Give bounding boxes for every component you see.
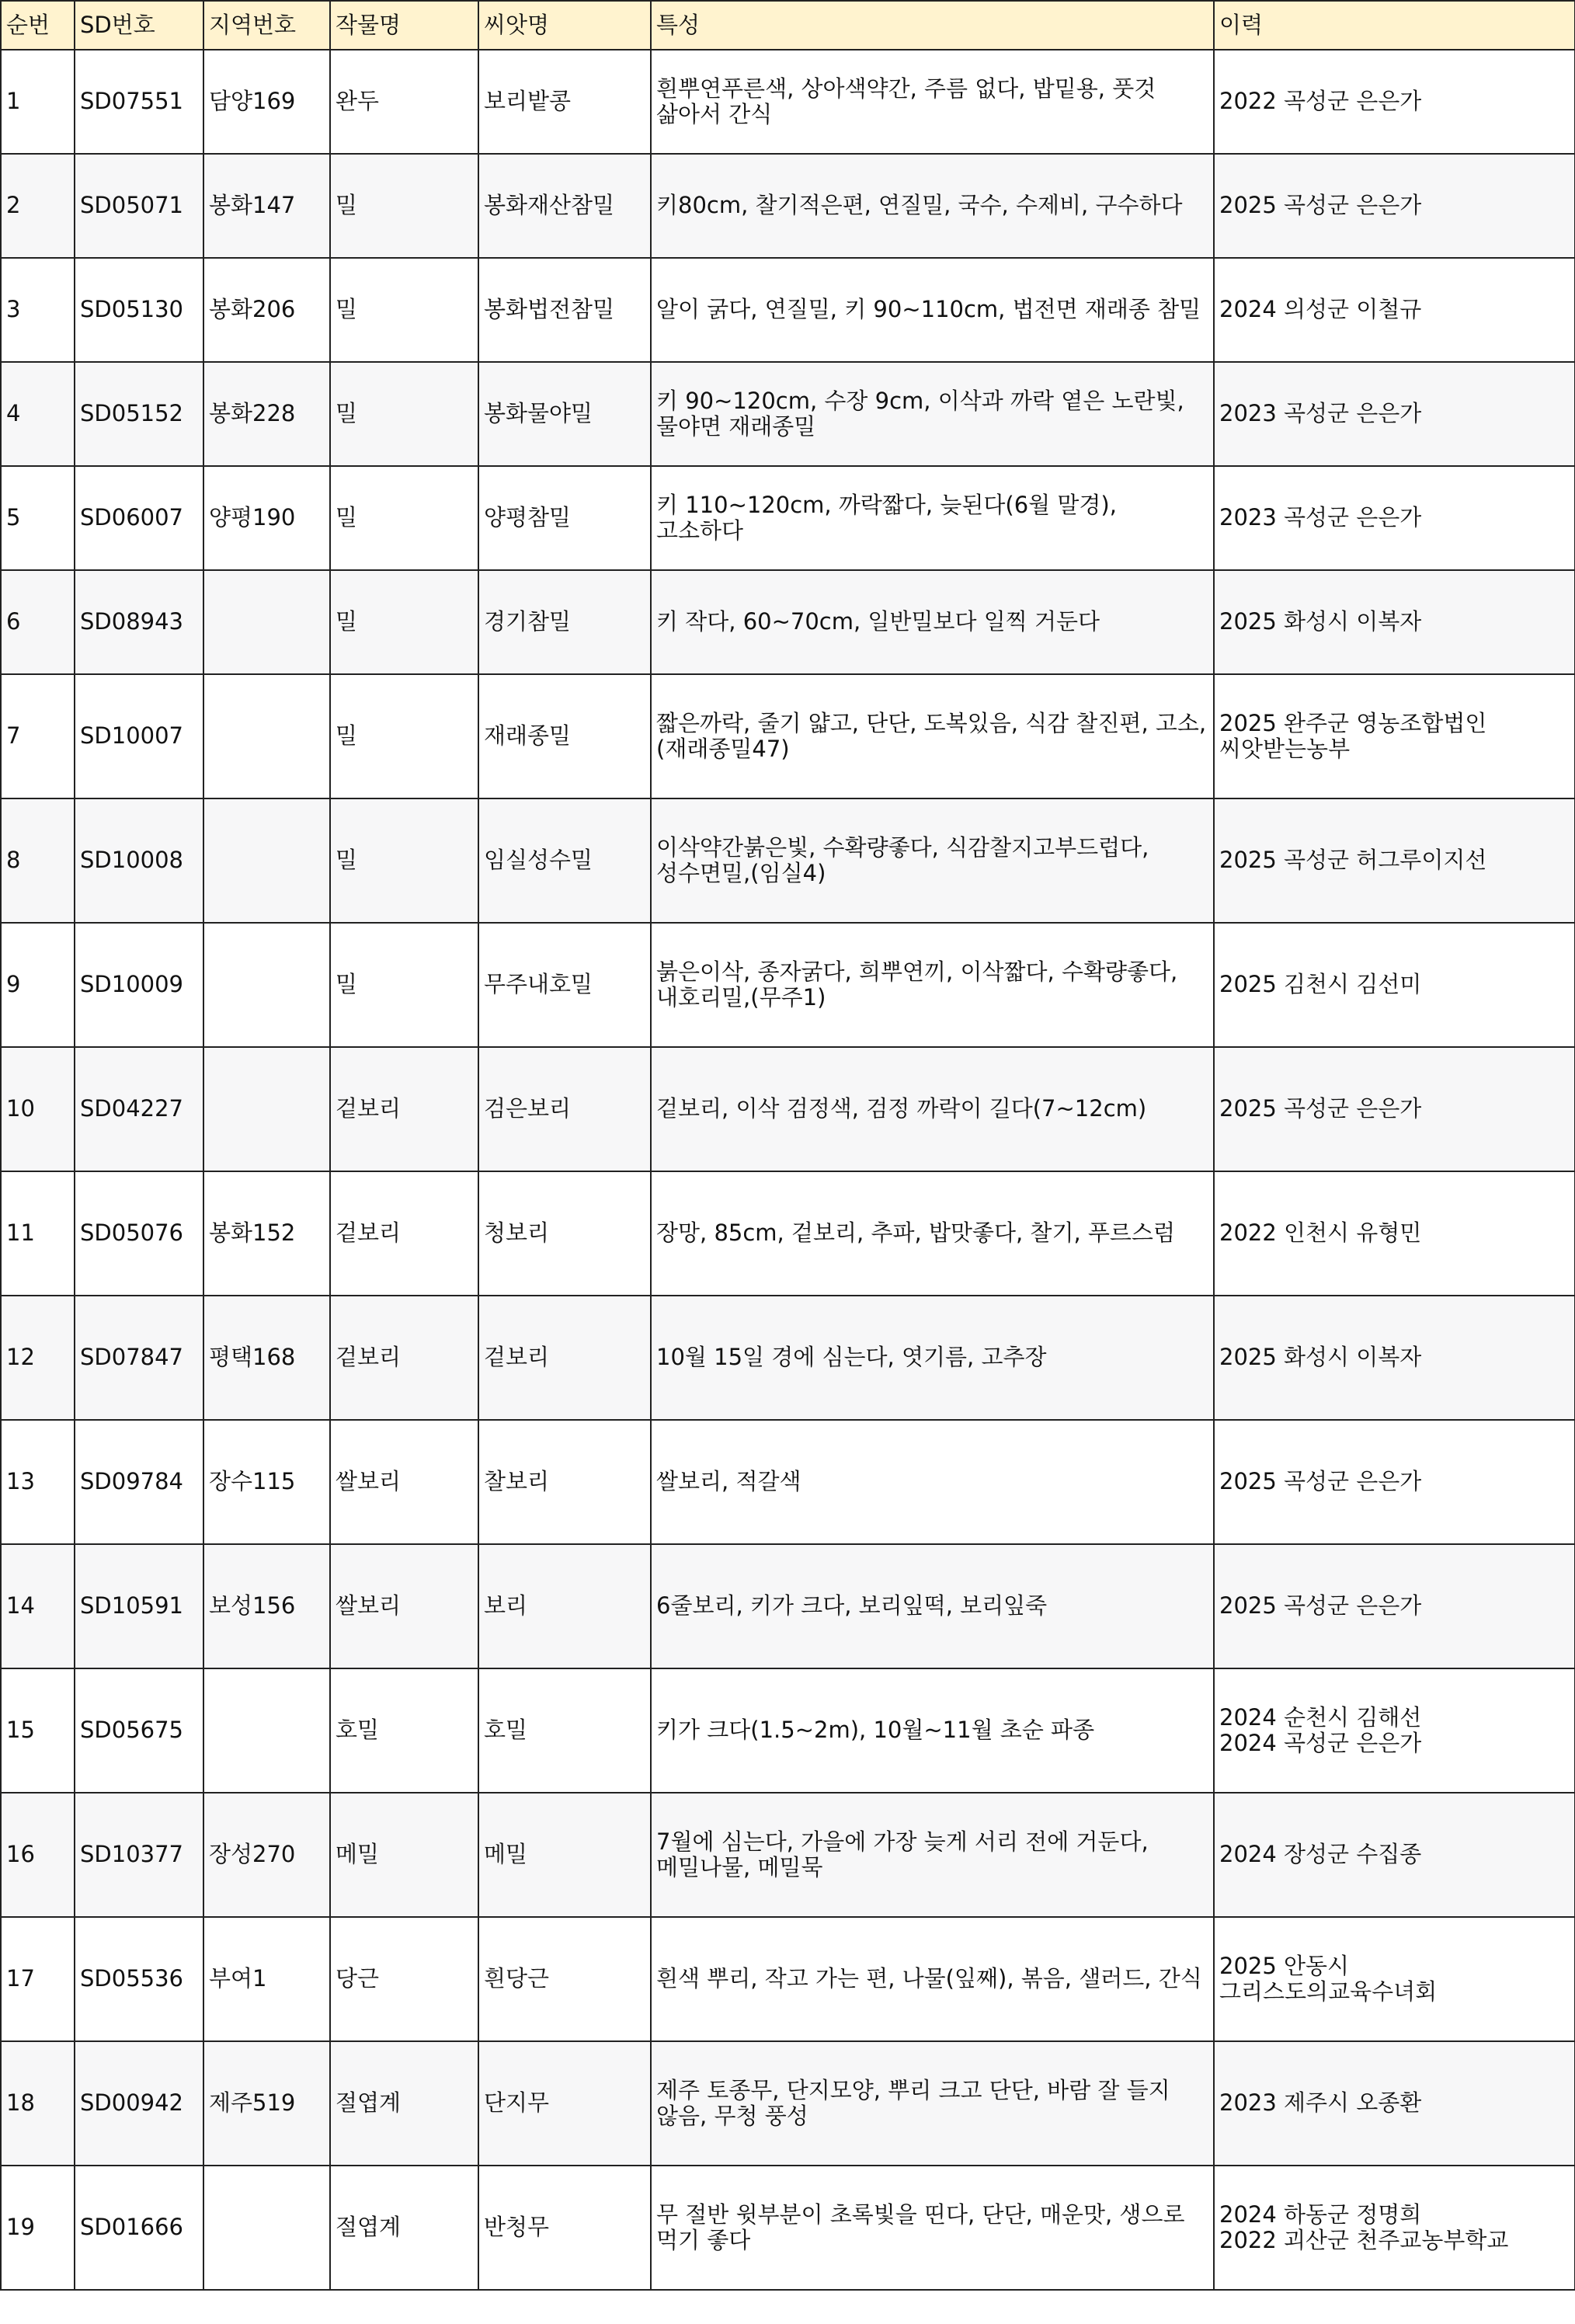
history-entry: 2025 완주군 영농조합법인 씨앗받는농부 (1219, 709, 1487, 762)
cell-seed-name: 봉화법전참밀 (478, 258, 651, 362)
cell-crop-name: 밀 (330, 674, 478, 798)
cell-history (1214, 1171, 1575, 1296)
cell-no: 12 (1, 1296, 75, 1420)
table-body (1, 50, 1575, 2290)
cell-sd-number: SD07551 (75, 50, 203, 154)
cell-no: 9 (1, 923, 75, 1047)
table-row (1, 154, 1575, 258)
header-no: 순번 (1, 1, 75, 50)
cell-region-number (203, 1047, 330, 1171)
cell-sd-number: SD10007 (75, 674, 203, 798)
cell-history (1214, 362, 1575, 466)
history-entry: 2024 하동군 정명희 (1219, 2200, 1422, 2228)
header-crop: 작물명 (330, 1, 478, 50)
cell-crop-name: 밀 (330, 154, 478, 258)
cell-region-number: 평택168 (203, 1296, 330, 1420)
cell-traits: 겉보리, 이삭 검정색, 검정 까락이 길다(7~12cm) (651, 1047, 1214, 1171)
table-row (1, 1296, 1575, 1420)
cell-no: 11 (1, 1171, 75, 1296)
cell-region-number (203, 1668, 330, 1793)
cell-no: 2 (1, 154, 75, 258)
cell-seed-name: 경기참밀 (478, 570, 651, 674)
cell-history (1214, 50, 1575, 154)
cell-no: 1 (1, 50, 75, 154)
cell-region-number (203, 2166, 330, 2290)
cell-history (1214, 1420, 1575, 1544)
history-entry: 2023 곡성군 은은가 (1219, 504, 1422, 531)
cell-sd-number: SD05152 (75, 362, 203, 466)
cell-sd-number: SD10377 (75, 1793, 203, 1917)
cell-no: 13 (1, 1420, 75, 1544)
header-traits: 특성 (651, 1, 1214, 50)
cell-sd-number: SD05675 (75, 1668, 203, 1793)
cell-seed-name: 반청무 (478, 2166, 651, 2290)
history-entry: 2025 곡성군 은은가 (1219, 1592, 1422, 1619)
cell-crop-name: 밀 (330, 570, 478, 674)
cell-crop-name: 밀 (330, 362, 478, 466)
history-entry: 2023 곡성군 은은가 (1219, 400, 1422, 427)
cell-traits: 6줄보리, 키가 크다, 보리잎떡, 보리잎죽 (651, 1544, 1214, 1668)
cell-sd-number: SD10591 (75, 1544, 203, 1668)
cell-region-number: 봉화228 (203, 362, 330, 466)
history-entry: 2025 곡성군 허그루이지선 (1219, 847, 1487, 874)
table-row (1, 1047, 1575, 1171)
cell-history (1214, 923, 1575, 1047)
cell-traits: 10월 15일 경에 심는다, 엿기름, 고추장 (651, 1296, 1214, 1420)
cell-seed-name: 메밀 (478, 1793, 651, 1917)
cell-history (1214, 2166, 1575, 2290)
cell-seed-name: 호밀 (478, 1668, 651, 1793)
table-row (1, 50, 1575, 154)
history-entry: 2025 곡성군 은은가 (1219, 1095, 1422, 1122)
cell-crop-name: 쌀보리 (330, 1544, 478, 1668)
cell-seed-name: 겉보리 (478, 1296, 651, 1420)
cell-seed-name: 재래종밀 (478, 674, 651, 798)
cell-traits: 알이 굵다, 연질밀, 키 90~110cm, 법전면 재래종 참밀 (651, 258, 1214, 362)
cell-crop-name: 완두 (330, 50, 478, 154)
cell-sd-number: SD10009 (75, 923, 203, 1047)
header-history: 이력 (1214, 1, 1575, 50)
cell-region-number: 봉화206 (203, 258, 330, 362)
cell-seed-name: 찰보리 (478, 1420, 651, 1544)
history-entry: 2022 괴산군 천주교농부학교 (1219, 2227, 1509, 2253)
cell-history (1214, 674, 1575, 798)
cell-region-number: 봉화152 (203, 1171, 330, 1296)
table-row (1, 674, 1575, 798)
table-row (1, 1544, 1575, 1668)
cell-seed-name: 흰당근 (478, 1917, 651, 2041)
history-entry: 2025 김천시 김선미 (1219, 971, 1422, 998)
history-entry: 2025 곡성군 은은가 (1219, 1468, 1422, 1495)
cell-region-number: 보성156 (203, 1544, 330, 1668)
history-entry: 2025 곡성군 은은가 (1219, 192, 1422, 219)
cell-no: 17 (1, 1917, 75, 2041)
history-entry: 2025 화성시 이복자 (1219, 608, 1422, 635)
cell-seed-name: 양평참밀 (478, 466, 651, 570)
cell-traits: 붉은이삭, 종자굵다, 희뿌연끼, 이삭짧다, 수확량좋다, 내호리밀,(무주1) (651, 923, 1214, 1047)
table-row (1, 2041, 1575, 2166)
cell-region-number: 담양169 (203, 50, 330, 154)
cell-crop-name: 겉보리 (330, 1296, 478, 1420)
cell-crop-name: 당근 (330, 1917, 478, 2041)
cell-crop-name: 밀 (330, 258, 478, 362)
cell-history (1214, 798, 1575, 923)
cell-traits: 제주 토종무, 단지모양, 뿌리 크고 단단, 바람 잘 들지 않음, 무청 풍성 (651, 2041, 1214, 2166)
cell-no: 15 (1, 1668, 75, 1793)
cell-seed-name: 봉화재산참밀 (478, 154, 651, 258)
cell-crop-name: 메밀 (330, 1793, 478, 1917)
cell-crop-name: 절엽계 (330, 2041, 478, 2166)
cell-traits: 쌀보리, 적갈색 (651, 1420, 1214, 1544)
cell-traits: 무 절반 윗부분이 초록빛을 띤다, 단단, 매운맛, 생으로 먹기 좋다 (651, 2166, 1214, 2290)
cell-sd-number: SD07847 (75, 1296, 203, 1420)
cell-traits: 7월에 심는다, 가을에 가장 늦게 서리 전에 거둔다, 메밀나물, 메밀묵 (651, 1793, 1214, 1917)
history-entry: 2024 곡성군 은은가 (1219, 1730, 1422, 1756)
cell-seed-name: 보리 (478, 1544, 651, 1668)
header-row (1, 1, 1575, 50)
cell-no: 14 (1, 1544, 75, 1668)
table-row (1, 1420, 1575, 1544)
cell-history (1214, 2041, 1575, 2166)
cell-no: 7 (1, 674, 75, 798)
cell-sd-number: SD06007 (75, 466, 203, 570)
cell-traits: 키 작다, 60~70cm, 일반밀보다 일찍 거둔다 (651, 570, 1214, 674)
cell-region-number (203, 674, 330, 798)
cell-traits: 장망, 85cm, 겉보리, 추파, 밥맛좋다, 찰기, 푸르스럼 (651, 1171, 1214, 1296)
cell-sd-number: SD05536 (75, 1917, 203, 2041)
cell-seed-name: 무주내호밀 (478, 923, 651, 1047)
cell-no: 19 (1, 2166, 75, 2290)
cell-region-number: 장수115 (203, 1420, 330, 1544)
cell-crop-name: 밀 (330, 798, 478, 923)
cell-seed-name: 청보리 (478, 1171, 651, 1296)
cell-no: 4 (1, 362, 75, 466)
table-row (1, 362, 1575, 466)
cell-sd-number: SD01666 (75, 2166, 203, 2290)
cell-history (1214, 258, 1575, 362)
table-row (1, 570, 1575, 674)
cell-traits: 키80cm, 찰기적은편, 연질밀, 국수, 수제비, 구수하다 (651, 154, 1214, 258)
table-header (1, 1, 1575, 50)
cell-region-number: 봉화147 (203, 154, 330, 258)
cell-seed-name: 단지무 (478, 2041, 651, 2166)
cell-no: 18 (1, 2041, 75, 2166)
cell-traits: 짧은까락, 줄기 얇고, 단단, 도복있음, 식감 찰진편, 고소,(재래종밀47) (651, 674, 1214, 798)
cell-region-number (203, 570, 330, 674)
cell-sd-number: SD05130 (75, 258, 203, 362)
header-region: 지역번호 (203, 1, 330, 50)
cell-history (1214, 1668, 1575, 1793)
cell-seed-name: 임실성수밀 (478, 798, 651, 923)
table-row (1, 2166, 1575, 2290)
cell-crop-name: 겉보리 (330, 1047, 478, 1171)
cell-traits: 키 90~120cm, 수장 9cm, 이삭과 까락 옅은 노란빛, 물야면 재래종밀 (651, 362, 1214, 466)
cell-traits: 흰뿌연푸른색, 상아색약간, 주름 없다, 밥밑용, 풋것 삶아서 간식 (651, 50, 1214, 154)
table-row (1, 1793, 1575, 1917)
cell-no: 10 (1, 1047, 75, 1171)
cell-crop-name: 절엽계 (330, 2166, 478, 2290)
cell-region-number: 양평190 (203, 466, 330, 570)
cell-region-number (203, 798, 330, 923)
cell-history (1214, 1047, 1575, 1171)
cell-crop-name: 밀 (330, 466, 478, 570)
cell-region-number: 장성270 (203, 1793, 330, 1917)
cell-crop-name: 쌀보리 (330, 1420, 478, 1544)
history-entry: 2025 화성시 이복자 (1219, 1344, 1422, 1371)
table-row (1, 798, 1575, 923)
cell-traits: 키가 크다(1.5~2m), 10월~11월 초순 파종 (651, 1668, 1214, 1793)
table-row (1, 1668, 1575, 1793)
cell-no: 8 (1, 798, 75, 923)
cell-no: 5 (1, 466, 75, 570)
history-entry: 2022 인천시 유형민 (1219, 1219, 1422, 1247)
cell-history (1214, 570, 1575, 674)
cell-sd-number: SD00942 (75, 2041, 203, 2166)
cell-sd-number: SD09784 (75, 1420, 203, 1544)
cell-region-number: 부여1 (203, 1917, 330, 2041)
table-row (1, 923, 1575, 1047)
cell-history (1214, 1544, 1575, 1668)
cell-traits: 이삭약간붉은빛, 수확량좋다, 식감찰지고부드럽다, 성수면밀,(임실4) (651, 798, 1214, 923)
cell-history (1214, 1917, 1575, 2041)
table-row (1, 466, 1575, 570)
cell-traits: 키 110~120cm, 까락짧다, 늦된다(6월 말경), 고소하다 (651, 466, 1214, 570)
cell-sd-number: SD08943 (75, 570, 203, 674)
cell-traits: 흰색 뿌리, 작고 가는 편, 나물(잎째), 볶음, 샐러드, 간식 (651, 1917, 1214, 2041)
cell-region-number (203, 923, 330, 1047)
cell-region-number: 제주519 (203, 2041, 330, 2166)
table-row (1, 1917, 1575, 2041)
cell-crop-name: 호밀 (330, 1668, 478, 1793)
cell-sd-number: SD04227 (75, 1047, 203, 1171)
cell-sd-number: SD05071 (75, 154, 203, 258)
cell-history (1214, 154, 1575, 258)
table-row (1, 258, 1575, 362)
history-entry: 2022 곡성군 은은가 (1219, 88, 1422, 115)
cell-seed-name: 봉화물야밀 (478, 362, 651, 466)
cell-sd-number: SD05076 (75, 1171, 203, 1296)
history-entry: 2023 제주시 오종환 (1219, 2089, 1422, 2117)
cell-crop-name: 겉보리 (330, 1171, 478, 1296)
cell-crop-name: 밀 (330, 923, 478, 1047)
table-row (1, 1171, 1575, 1296)
cell-sd-number: SD10008 (75, 798, 203, 923)
history-entry: 2024 의성군 이철규 (1219, 296, 1422, 323)
history-entry: 2024 장성군 수집종 (1219, 1841, 1422, 1868)
history-entry: 2025 안동시 그리스도의교육수녀회 (1219, 1952, 1438, 2005)
cell-no: 3 (1, 258, 75, 362)
history-entry: 2024 순천시 김해선 (1219, 1703, 1422, 1731)
cell-history (1214, 466, 1575, 570)
cell-no: 6 (1, 570, 75, 674)
cell-history (1214, 1296, 1575, 1420)
cell-seed-name: 보리밭콩 (478, 50, 651, 154)
cell-seed-name: 검은보리 (478, 1047, 651, 1171)
header-sd: SD번호 (75, 1, 203, 50)
header-seed: 씨앗명 (478, 1, 651, 50)
cell-history (1214, 1793, 1575, 1917)
cell-no: 16 (1, 1793, 75, 1917)
